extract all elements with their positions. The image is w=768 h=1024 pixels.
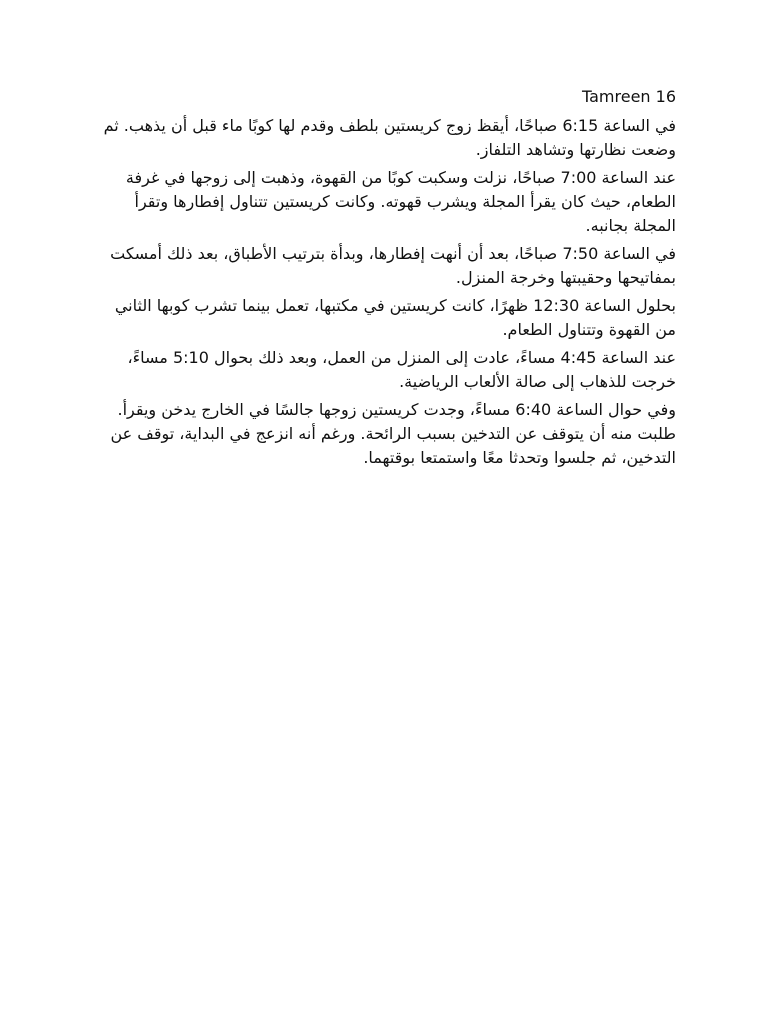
paragraph-3: في الساعة 7:50 صباحًا، بعد أن أنهت إفطارها، وبدأة بترتيب الأطباق، بعد ذلك أمسكت بمفاتيحها وحقيبتها وخرجة المنزل.	[110, 244, 676, 287]
document-page	[96, 84, 676, 474]
paragraph-6: وفي حوال الساعة 6:40 مساءً، وجدت كريستين زوجها جالسًا في الخارج يدخن ويقرأ. طلبت منه أن يتوقف عن التدخين بسبب الرائحة. ورغم أنه انزعج في البداية، توقف عن التدخين، ثم جلسوا وتحدثا معًا واستمتعا بوقتهما.	[110, 400, 676, 467]
paragraph-4: بحلول الساعة 12:30 ظهرًا، كانت كريستين في مكتبها، تعمل بينما تشرب كوبها الثاني من القهوة وتتناول الطعام.	[114, 296, 676, 339]
document-title: Tamreen 16	[581, 87, 676, 106]
paragraph-5: عند الساعة 4:45 مساءً، عادت إلى المنزل من العمل، وبعد ذلك بحوال 5:10 مساءً، خرجت للذهاب إلى صالة الألعاب الرياضية.	[127, 348, 676, 391]
paragraph-2: عند الساعة 7:00 صباحًا، نزلت وسكبت كوبًا من القهوة، وذهبت إلى زوجها في غرفة الطعام، حيث كان يقرأ المجلة ويشرب قهوته. وكانت كريستين تتناول إفطارها وتقرأ المجلة بجانبه.	[125, 168, 676, 235]
paragraph-1: في الساعة 6:15 صباحًا، أيقظ زوج كريستين بلطف وقدم لها كوبًا ماء قبل أن يذهب. ثم وضعت نظارتها وتشاهد التلفاز.	[103, 116, 676, 159]
